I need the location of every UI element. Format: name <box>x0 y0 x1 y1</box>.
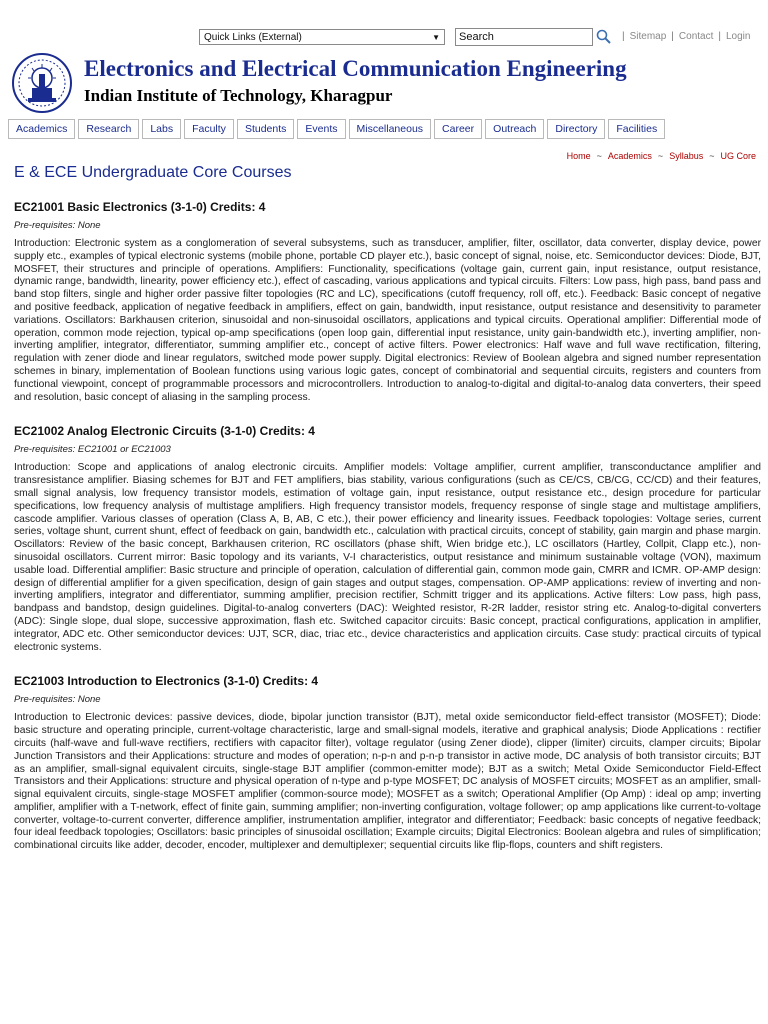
iit-kharagpur-logo[interactable] <box>10 52 74 114</box>
login-link[interactable]: Login <box>725 31 751 42</box>
site-subtitle: Indian Institute of Technology, Kharagpur <box>84 86 393 105</box>
breadcrumb-syllabus[interactable]: Syllabus <box>669 151 704 161</box>
main-nav <box>8 119 665 139</box>
course-description: Introduction: Scope and applications of analog electronic circuits. Amplifier models: Voltage amplifier, current amplifier, transconductance amplifier and transresistance amplifier. Biasing schemes for BJT and FET amplifiers, bias stability, various configurations (such as CE/CS, CB/CG, CC/CD) and their features, small signal analysis, low frequency transistor models, estimation of voltage gain, input resistance, output resistance etc., design procedure for particular specifications, low frequency analysis of multistage amplifiers. High frequency transistor models, frequency response of single stage and multistage amplifiers, cascode amplifier. Various classes of operation (Class A, B, AB, C etc.), their power efficiency and linearity issues. Feedback topologies: Voltage series, current series, voltage shunt, current shunt, effect of feedback on gain, bandwidth etc., calculation with practical circuits, concept of stability, gain margin and phase margin. Oscillators: Review of the basic concept, Barkhausen criterion, RC oscillators (phase shift, Wien bridge etc.), LC oscillators (Hartley, Collpit, Clapp etc.), non-sinusoidal oscillators. Current mirror: Basic topology and its variants, V-I characteristics, output resistance and minimum sustainable voltage (VON), maximum usable load. Differential amplifier: Basic structure and principle of operation, calculation of differential gain, common mode gain, CMRR and ICMR. OP-AMP design: design of differential amplifier for a given specification, design of gain stages and output stages, compensation. OP-AMP applications: review of inverting and non-inverting amplifiers, integrator and differentiator, summing amplifier, precision rectifier, Schmitt trigger and its applications. Active filters: Low pass, high pass, bandpass and bandstop, design guidelines. Digital-to-analog converters (DAC): Weighted resistor, R-2R ladder, resistor string etc. Analog-to-digital converters (ADC): Single slope, dual slope, successive approximation, flash etc. Switched capacitor circuits: Basic concept, practical configurations, application in amplifier, integrator, ADC etc. Other semiconductor devices: UJT, SCR, diac, triac etc., device characteristics and application circuits. Case study: practical circuits of typical electronic systems. <box>14 462 761 653</box>
search-icon[interactable] <box>595 28 613 46</box>
breadcrumb: Home ~ Academics ~ Syllabus ~ UG Core <box>566 151 756 161</box>
sitemap-link[interactable]: Sitemap <box>629 31 667 42</box>
nav-miscellaneous[interactable]: Miscellaneous <box>349 119 432 139</box>
course-prereq: Pre-requisites: None <box>14 220 101 231</box>
search-input[interactable]: Search <box>455 28 593 46</box>
course-ec21002 <box>14 424 761 654</box>
course-ec21003 <box>14 674 761 853</box>
nav-labs[interactable]: Labs <box>142 119 181 139</box>
site-title[interactable]: Electronics and Electrical Communication Engineering <box>84 56 627 81</box>
course-prereq: Pre-requisites: None <box>14 694 101 706</box>
course-title: EC21001 Basic Electronics (3-1-0) Credits: 4 <box>14 200 266 214</box>
utility-links: | Sitemap | Contact | Login <box>622 31 751 42</box>
top-bar <box>199 28 751 46</box>
course-list <box>14 200 761 873</box>
course-title: EC21002 Analog Electronic Circuits (3-1-0) Credits: 4 <box>14 424 315 439</box>
page-title: E & ECE Undergraduate Core Courses <box>14 164 292 181</box>
nav-outreach[interactable]: Outreach <box>485 119 544 139</box>
quick-links-label: Quick Links (External) <box>204 31 302 43</box>
breadcrumb-home[interactable]: Home <box>566 151 591 161</box>
nav-career[interactable]: Career <box>434 119 482 139</box>
chevron-down-icon: ▼ <box>432 32 440 42</box>
quick-links-select[interactable] <box>199 29 445 45</box>
nav-research[interactable]: Research <box>78 119 139 139</box>
nav-directory[interactable]: Directory <box>547 119 605 139</box>
breadcrumb-ug-core[interactable]: UG Core <box>720 151 756 161</box>
course-title: EC21003 Introduction to Electronics (3-1-0) Credits: 4 <box>14 674 319 689</box>
nav-events[interactable]: Events <box>297 119 345 139</box>
course-description: Introduction to Electronic devices: passive devices, diode, bipolar junction transistor (BJT), metal oxide semiconductor field-effect transistor (MOSFET); Diode: basic structure and operating principle, current-voltage characteristic, large and small-signal models, iterative and graphical analysis; Diode Applications : rectifier circuits (half-wave and full-wave rectifiers, rectifiers with capacitor filter), voltage regulator (using Zener diode), clipper (limiter) circuits, clamper circuits; Bipolar Junction Transistors and their Applications: structure and modes of operation; n-p-n and p-n-p transistor in active mode, DC analysis of both transistor circuits; BJT as an amplifier, small-signal equivalent circuits, single-stage BJT amplifier (common-emitter mode); BJT as a switch; Metal Oxide Semiconductor Field-Effect Transistors and their Applications: structure and physical operation of n-type and p-type MOSFET; DC analysis of MOSFET circuits; MOSFET as an amplifier, small-signal equivalent circuits, single-stage MOSFET amplifier (common-source mode); MOSFET as a switch; Operational Amplifier (Op Amp) : ideal op amp; inverting amplifier, amplifier with a T-network, effect of finite gain, summing amplifier; non-inverting configuration, voltage follower; op amp applications like current-to-voltage converter, voltage-to-current converter, difference amplifier, instrumentation amplifier, integrator and differentiator; Feedback: basic concepts of negative feedback; four ideal feedback topologies; Oscillators: basic principles of sinusoidal oscillation; Example circuits; Digital Electronics: Boolean algebra and rules of simplification; combinational circuits like adder, decoder, encoder, multiplexer and demultiplexer; sequential circuits like flip-flops, counters and shift registers. <box>14 712 761 852</box>
nav-academics[interactable]: Academics <box>8 119 75 139</box>
nav-facilities[interactable]: Facilities <box>608 119 665 139</box>
nav-faculty[interactable]: Faculty <box>184 119 234 139</box>
nav-students[interactable]: Students <box>237 119 294 139</box>
breadcrumb-academics[interactable]: Academics <box>607 151 652 161</box>
contact-link[interactable]: Contact <box>678 31 714 42</box>
course-prereq: Pre-requisites: EC21001 or EC21003 <box>14 444 171 456</box>
course-ec21001 <box>14 200 761 404</box>
course-description: Introduction: Electronic system as a conglomeration of several subsystems, such as transducer, amplifier, filter, oscillator, data converter, display device, power supply etc., examples of typical electronic systems (mobile phone, portable CD player etc.), basic concept of signal, noise, etc. Semiconductor devices: Diode, BJT, MOSFET, their structures and principle of operations. Amplifiers: Functionality, specifications (voltage gain, current gain, input resistance, output resistance, dynamic range, bandwidth, linearity, power efficiency etc.), effect of cascading, various applications and typical circuits. Filters: Low pass, high pass, band pass and band stop filters, single and higher order passive filter topologies (RC and LC), specifications (cutoff frequency, roll off, etc.). Feedback: Basic concept of negative and positive feedback, application of negative feedback in amplifiers, effect on gain, bandwidth, input resistance, output resistance and desensitivity to parameter variations. Oscillators: Barkhausen criterion, sinusoidal and non-sinusoidal oscillators, applications and typical circuits. Operational amplifier: Differential mode of operation, common mode rejection, typical op-amp specifications (open loop gain, differential input resistance, unity gain-bandwidth etc.), inverting amplifier, non-inverting amplifier, integrator, differentiator, summing amplifier etc., concept of active filters. Power electronics: Half wave and full wave rectification, filtering, regulation with zener diode and linear regulators, switched mode power supply. Digital electronics: Review of Boolean algebra and signed number representation schemes in binary, implementation of Boolean functions using various logic gates, concept of combinatorial and sequential circuits, registers and counters from functional viewpoint, concept of programmable processors and microcontrollers. Introduction to analog-to-digital and digital-to-analog data converters, their speed and resolution, basic concept of aliasing in the sampling process. <box>14 238 761 403</box>
